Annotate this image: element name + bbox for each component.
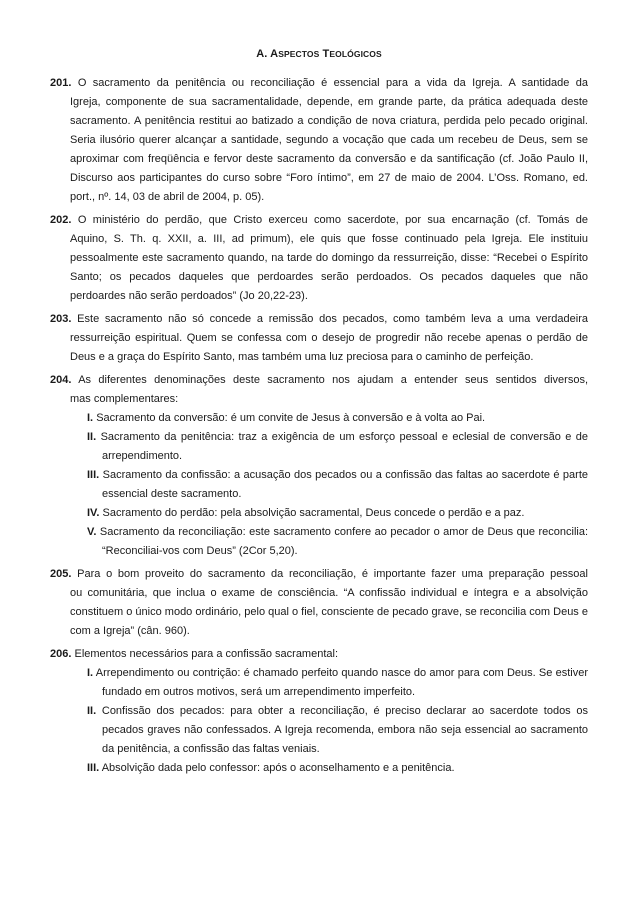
paragraph-first-line: O ministério do perdão, que Cristo exerceu como sacerdote, por sua encarnação (cf. Tomás de — [77, 214, 588, 226]
roman-numeral: IV. — [87, 507, 100, 519]
paragraph-203 — [50, 310, 588, 367]
sub-item-text: Sacramento da penitência: traz a exigência de um esforço pessoal e eclesial de conversão e de arrependimento. — [100, 431, 588, 462]
paragraph-205 — [50, 565, 588, 641]
sub-item-text: Sacramento do perdão: pela absolvição sacramental, Deus concede o perdão e a paz. — [102, 507, 525, 519]
sub-item-text: Absolvição dada pelo confessor: após o aconselhamento e a penitência. — [101, 762, 455, 774]
paragraph-body: Aquino, S. Th. q. XXII, a. III, ad primum), ele quis que fosse continuado pela Igreja. Ele instituiu pessoalmente este sacramento quando, na tarde do domingo da ressurreição, disse: “Recebei o Espírito Santo; os pecados daqueles que perdoardes serão perdoados. Os pecados daqueles que não perdoardes não serão perdoados” (Jo 20,22-23). — [70, 233, 588, 302]
sub-item-list — [50, 409, 588, 561]
sub-item-text: Confissão dos pecados: para obter a reconciliação, é preciso declarar ao sacerdote todos os pecados graves não confessados. A Igreja recomenda, embora não seja essencial ao sacramento da penitência, a confissão das faltas veniais. — [101, 705, 588, 755]
paragraph-list — [50, 74, 588, 778]
paragraph-first-line: Este sacramento não só concede a remissão dos pecados, como também leva a uma verdadeira — [77, 313, 588, 325]
sub-item — [87, 466, 588, 504]
section-heading: A. ASPECTOS TEOLÓGICOS — [256, 48, 382, 60]
sub-item — [87, 702, 588, 759]
roman-numeral: III. — [87, 469, 100, 481]
paragraph-number: 206. — [50, 648, 72, 660]
paragraph-body: ou comunitária, que inclua o exame de consciência. “A confissão individual e íntegra e a absolvição constituem o único modo ordinário, pelo qual o fiel, consciente de pecado grave, se reconcilia com Deus e com a Igreja” (cân. 960). — [70, 587, 588, 637]
paragraph-first-line: O sacramento da penitência ou reconciliação é essencial para a vida da Igreja. A santidade da — [77, 77, 588, 89]
sub-item — [87, 409, 588, 428]
roman-numeral: II. — [87, 705, 97, 717]
roman-numeral: V. — [87, 526, 97, 538]
sub-item-text: Arrependimento ou contrição: é chamado perfeito quando nasce do amor para com Deus. Se estiver fundado em outros motivos, será um arrependimento imperfeito. — [95, 667, 589, 698]
roman-numeral: III. — [87, 762, 100, 774]
paragraph-number: 202. — [50, 214, 72, 226]
paragraph-body: mas complementares: — [70, 393, 179, 405]
paragraph-number: 201. — [50, 77, 72, 89]
sub-item-text: Sacramento da conversão: é um convite de Jesus à conversão e à volta ao Pai. — [96, 412, 486, 424]
paragraph-first-line: Elementos necessários para a confissão sacramental: — [74, 648, 339, 660]
paragraph-first-line: Para o bom proveito do sacramento da reconciliação, é importante fazer uma preparação pessoal — [77, 568, 588, 580]
paragraph-202 — [50, 211, 588, 306]
paragraph-body: ressurreição espiritual. Quem se confessa com o desejo de progredir não recebe apenas o perdão de Deus e a graça do Espírito Santo, mas também uma luz preciosa para o caminho de perfeição. — [70, 332, 588, 363]
paragraph-number: 203. — [50, 313, 72, 325]
paragraph-206 — [50, 645, 588, 778]
paragraph-201 — [50, 74, 588, 207]
paragraph-first-line: As diferentes denominações deste sacramento nos ajudam a entender seus sentidos diversos, — [78, 374, 588, 386]
sub-item-text: Sacramento da reconciliação: este sacramento confere ao pecador o amor de Deus que reconcilia: “Reconciliai-vos com Deus” (2Cor 5,20). — [99, 526, 589, 557]
sub-item — [87, 523, 588, 561]
sub-item-text: Sacramento da confissão: a acusação dos pecados ou a confissão das faltas ao sacerdote é parte essencial deste sacramento. — [102, 469, 588, 500]
sub-item — [87, 428, 588, 466]
paragraph-number: 204. — [50, 374, 72, 386]
paragraph-204 — [50, 371, 588, 561]
sub-item — [87, 664, 588, 702]
sub-item-list — [50, 664, 588, 778]
roman-numeral: I. — [87, 412, 94, 424]
roman-numeral: II. — [87, 431, 97, 443]
sub-item — [87, 759, 588, 778]
paragraph-number: 205. — [50, 568, 72, 580]
sub-item — [87, 504, 588, 523]
paragraph-body: Igreja, componente de sua sacramentalidade, depende, em grande parte, da prática adequada deste sacramento. A penitência restitui ao batizado a condição de nova criatura, perdida pelo pecado original. Seria ilusório querer alcançar a santidade, segundo a vocação que cada um recebeu de Deus, sem se aproximar com freqüência e fervor deste sacramento da conversão e da santificação (cf. João Paulo II, Discurso aos participantes do curso sobre “Foro íntimo”, em 27 de maio de 2004. L’Oss. Romano, ed. port., nº. 14, 03 de abril de 2004, p. 05). — [70, 96, 588, 203]
roman-numeral: I. — [87, 667, 94, 679]
